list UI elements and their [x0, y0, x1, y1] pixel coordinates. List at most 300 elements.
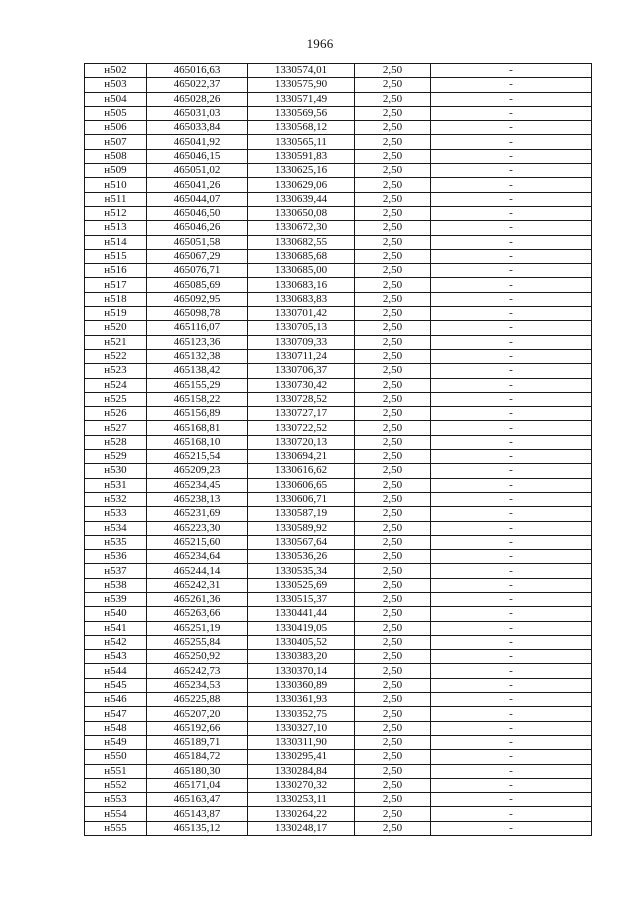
note-cell: -: [431, 550, 592, 564]
x-coordinate-cell: 465135,12: [147, 821, 248, 835]
x-coordinate-cell: 465163,47: [147, 793, 248, 807]
y-coordinate-cell: 1330264,22: [248, 807, 355, 821]
x-coordinate-cell: 465098,78: [147, 307, 248, 321]
note-cell: -: [431, 535, 592, 549]
note-cell: -: [431, 407, 592, 421]
note-cell: -: [431, 221, 592, 235]
table-row: [85, 464, 592, 478]
y-coordinate-cell: 1330683,16: [248, 278, 355, 292]
y-coordinate-cell: 1330441,44: [248, 607, 355, 621]
table-row: [85, 807, 592, 821]
x-coordinate-cell: 465215,60: [147, 535, 248, 549]
x-coordinate-cell: 465156,89: [147, 407, 248, 421]
y-coordinate-cell: 1330360,89: [248, 678, 355, 692]
table-row: [85, 78, 592, 92]
precision-cell: 2,50: [355, 635, 431, 649]
x-coordinate-cell: 465051,02: [147, 164, 248, 178]
precision-cell: 2,50: [355, 535, 431, 549]
x-coordinate-cell: 465184,72: [147, 750, 248, 764]
note-cell: -: [431, 106, 592, 120]
table-row: [85, 578, 592, 592]
note-cell: -: [431, 492, 592, 506]
x-coordinate-cell: 465223,30: [147, 521, 248, 535]
y-coordinate-cell: 1330589,92: [248, 521, 355, 535]
table-row: [85, 435, 592, 449]
x-coordinate-cell: 465158,22: [147, 392, 248, 406]
note-cell: -: [431, 249, 592, 263]
x-coordinate-cell: 465046,50: [147, 206, 248, 220]
note-cell: -: [431, 678, 592, 692]
y-coordinate-cell: 1330515,37: [248, 592, 355, 606]
y-coordinate-cell: 1330568,12: [248, 121, 355, 135]
y-coordinate-cell: 1330682,55: [248, 235, 355, 249]
precision-cell: 2,50: [355, 678, 431, 692]
note-cell: -: [431, 164, 592, 178]
precision-cell: 2,50: [355, 521, 431, 535]
table-row: [85, 635, 592, 649]
point-id-cell: н516: [85, 264, 147, 278]
x-coordinate-cell: 465238,13: [147, 492, 248, 506]
x-coordinate-cell: 465168,81: [147, 421, 248, 435]
point-id-cell: н538: [85, 578, 147, 592]
y-coordinate-cell: 1330720,13: [248, 435, 355, 449]
table-row: [85, 478, 592, 492]
y-coordinate-cell: 1330383,20: [248, 650, 355, 664]
y-coordinate-cell: 1330574,01: [248, 64, 355, 78]
note-cell: -: [431, 321, 592, 335]
table-row: [85, 307, 592, 321]
point-id-cell: н504: [85, 92, 147, 106]
point-id-cell: н511: [85, 192, 147, 206]
y-coordinate-cell: 1330567,64: [248, 535, 355, 549]
note-cell: -: [431, 607, 592, 621]
table-row: [85, 106, 592, 120]
table-row: [85, 164, 592, 178]
y-coordinate-cell: 1330606,65: [248, 478, 355, 492]
point-id-cell: н519: [85, 307, 147, 321]
note-cell: -: [431, 750, 592, 764]
x-coordinate-cell: 465016,63: [147, 64, 248, 78]
point-id-cell: н509: [85, 164, 147, 178]
x-coordinate-cell: 465215,54: [147, 450, 248, 464]
y-coordinate-cell: 1330625,16: [248, 164, 355, 178]
table-row: [85, 678, 592, 692]
point-id-cell: н552: [85, 778, 147, 792]
y-coordinate-cell: 1330284,84: [248, 764, 355, 778]
precision-cell: 2,50: [355, 364, 431, 378]
precision-cell: 2,50: [355, 92, 431, 106]
y-coordinate-cell: 1330639,44: [248, 192, 355, 206]
precision-cell: 2,50: [355, 807, 431, 821]
table-row: [85, 707, 592, 721]
point-id-cell: н536: [85, 550, 147, 564]
coordinates-table: [84, 63, 592, 836]
point-id-cell: н551: [85, 764, 147, 778]
table-row: [85, 564, 592, 578]
table-row: [85, 264, 592, 278]
point-id-cell: н527: [85, 421, 147, 435]
table-row: [85, 550, 592, 564]
precision-cell: 2,50: [355, 378, 431, 392]
precision-cell: 2,50: [355, 664, 431, 678]
precision-cell: 2,50: [355, 292, 431, 306]
precision-cell: 2,50: [355, 106, 431, 120]
note-cell: -: [431, 521, 592, 535]
table-row: [85, 249, 592, 263]
note-cell: -: [431, 793, 592, 807]
x-coordinate-cell: 465041,92: [147, 135, 248, 149]
x-coordinate-cell: 465085,69: [147, 278, 248, 292]
table-row: [85, 178, 592, 192]
point-id-cell: н522: [85, 349, 147, 363]
point-id-cell: н512: [85, 206, 147, 220]
precision-cell: 2,50: [355, 550, 431, 564]
y-coordinate-cell: 1330706,37: [248, 364, 355, 378]
y-coordinate-cell: 1330711,24: [248, 349, 355, 363]
point-id-cell: н549: [85, 735, 147, 749]
x-coordinate-cell: 465028,26: [147, 92, 248, 106]
table-row: [85, 135, 592, 149]
point-id-cell: н533: [85, 507, 147, 521]
table-row: [85, 693, 592, 707]
precision-cell: 2,50: [355, 707, 431, 721]
x-coordinate-cell: 465046,15: [147, 149, 248, 163]
table-row: [85, 278, 592, 292]
y-coordinate-cell: 1330248,17: [248, 821, 355, 835]
point-id-cell: н523: [85, 364, 147, 378]
point-id-cell: н555: [85, 821, 147, 835]
point-id-cell: н546: [85, 693, 147, 707]
table-row: [85, 206, 592, 220]
note-cell: -: [431, 693, 592, 707]
x-coordinate-cell: 465046,26: [147, 221, 248, 235]
x-coordinate-cell: 465209,23: [147, 464, 248, 478]
point-id-cell: н548: [85, 721, 147, 735]
x-coordinate-cell: 465242,31: [147, 578, 248, 592]
point-id-cell: н505: [85, 106, 147, 120]
note-cell: -: [431, 206, 592, 220]
point-id-cell: н528: [85, 435, 147, 449]
x-coordinate-cell: 465251,19: [147, 621, 248, 635]
point-id-cell: н550: [85, 750, 147, 764]
table-row: [85, 450, 592, 464]
point-id-cell: н544: [85, 664, 147, 678]
x-coordinate-cell: 465250,92: [147, 650, 248, 664]
point-id-cell: н507: [85, 135, 147, 149]
table-row: [85, 335, 592, 349]
precision-cell: 2,50: [355, 821, 431, 835]
y-coordinate-cell: 1330361,93: [248, 693, 355, 707]
note-cell: -: [431, 121, 592, 135]
precision-cell: 2,50: [355, 693, 431, 707]
x-coordinate-cell: 465138,42: [147, 364, 248, 378]
note-cell: -: [431, 721, 592, 735]
table-row: [85, 735, 592, 749]
point-id-cell: н530: [85, 464, 147, 478]
table-row: [85, 149, 592, 163]
y-coordinate-cell: 1330672,30: [248, 221, 355, 235]
y-coordinate-cell: 1330606,71: [248, 492, 355, 506]
x-coordinate-cell: 465234,45: [147, 478, 248, 492]
y-coordinate-cell: 1330270,32: [248, 778, 355, 792]
note-cell: -: [431, 307, 592, 321]
y-coordinate-cell: 1330571,49: [248, 92, 355, 106]
point-id-cell: н547: [85, 707, 147, 721]
table-row: [85, 607, 592, 621]
x-coordinate-cell: 465031,03: [147, 106, 248, 120]
precision-cell: 2,50: [355, 206, 431, 220]
point-id-cell: н503: [85, 78, 147, 92]
precision-cell: 2,50: [355, 392, 431, 406]
y-coordinate-cell: 1330253,11: [248, 793, 355, 807]
precision-cell: 2,50: [355, 278, 431, 292]
x-coordinate-cell: 465225,88: [147, 693, 248, 707]
precision-cell: 2,50: [355, 178, 431, 192]
y-coordinate-cell: 1330327,10: [248, 721, 355, 735]
point-id-cell: н545: [85, 678, 147, 692]
note-cell: -: [431, 735, 592, 749]
point-id-cell: н506: [85, 121, 147, 135]
table-row: [85, 121, 592, 135]
x-coordinate-cell: 465261,36: [147, 592, 248, 606]
precision-cell: 2,50: [355, 592, 431, 606]
note-cell: -: [431, 421, 592, 435]
note-cell: -: [431, 292, 592, 306]
precision-cell: 2,50: [355, 721, 431, 735]
precision-cell: 2,50: [355, 507, 431, 521]
y-coordinate-cell: 1330685,68: [248, 249, 355, 263]
y-coordinate-cell: 1330569,56: [248, 106, 355, 120]
point-id-cell: н518: [85, 292, 147, 306]
note-cell: -: [431, 392, 592, 406]
precision-cell: 2,50: [355, 249, 431, 263]
coordinates-table-body: [85, 64, 592, 836]
y-coordinate-cell: 1330525,69: [248, 578, 355, 592]
note-cell: -: [431, 778, 592, 792]
table-row: [85, 321, 592, 335]
precision-cell: 2,50: [355, 321, 431, 335]
note-cell: -: [431, 64, 592, 78]
y-coordinate-cell: 1330591,83: [248, 149, 355, 163]
point-id-cell: н524: [85, 378, 147, 392]
precision-cell: 2,50: [355, 78, 431, 92]
table-row: [85, 349, 592, 363]
point-id-cell: н540: [85, 607, 147, 621]
point-id-cell: н531: [85, 478, 147, 492]
precision-cell: 2,50: [355, 578, 431, 592]
y-coordinate-cell: 1330728,52: [248, 392, 355, 406]
note-cell: -: [431, 764, 592, 778]
point-id-cell: н514: [85, 235, 147, 249]
precision-cell: 2,50: [355, 450, 431, 464]
note-cell: -: [431, 564, 592, 578]
precision-cell: 2,50: [355, 221, 431, 235]
y-coordinate-cell: 1330683,83: [248, 292, 355, 306]
precision-cell: 2,50: [355, 478, 431, 492]
precision-cell: 2,50: [355, 764, 431, 778]
x-coordinate-cell: 465044,07: [147, 192, 248, 206]
x-coordinate-cell: 465244,14: [147, 564, 248, 578]
x-coordinate-cell: 465155,29: [147, 378, 248, 392]
y-coordinate-cell: 1330730,42: [248, 378, 355, 392]
table-row: [85, 492, 592, 506]
note-cell: -: [431, 507, 592, 521]
table-row: [85, 750, 592, 764]
precision-cell: 2,50: [355, 735, 431, 749]
y-coordinate-cell: 1330694,21: [248, 450, 355, 464]
point-id-cell: н502: [85, 64, 147, 78]
note-cell: -: [431, 450, 592, 464]
note-cell: -: [431, 635, 592, 649]
precision-cell: 2,50: [355, 121, 431, 135]
point-id-cell: н520: [85, 321, 147, 335]
precision-cell: 2,50: [355, 778, 431, 792]
note-cell: -: [431, 192, 592, 206]
x-coordinate-cell: 465092,95: [147, 292, 248, 306]
y-coordinate-cell: 1330352,75: [248, 707, 355, 721]
table-row: [85, 650, 592, 664]
note-cell: -: [431, 478, 592, 492]
x-coordinate-cell: 465234,64: [147, 550, 248, 564]
point-id-cell: н510: [85, 178, 147, 192]
table-row: [85, 592, 592, 606]
table-row: [85, 392, 592, 406]
x-coordinate-cell: 465067,29: [147, 249, 248, 263]
y-coordinate-cell: 1330295,41: [248, 750, 355, 764]
note-cell: -: [431, 807, 592, 821]
table-row: [85, 407, 592, 421]
table-row: [85, 507, 592, 521]
point-id-cell: н525: [85, 392, 147, 406]
point-id-cell: н517: [85, 278, 147, 292]
table-row: [85, 378, 592, 392]
y-coordinate-cell: 1330616,62: [248, 464, 355, 478]
page-number: 1966: [306, 36, 334, 51]
y-coordinate-cell: 1330311,90: [248, 735, 355, 749]
precision-cell: 2,50: [355, 793, 431, 807]
point-id-cell: н508: [85, 149, 147, 163]
table-row: [85, 221, 592, 235]
precision-cell: 2,50: [355, 335, 431, 349]
precision-cell: 2,50: [355, 564, 431, 578]
x-coordinate-cell: 465041,26: [147, 178, 248, 192]
x-coordinate-cell: 465171,04: [147, 778, 248, 792]
point-id-cell: н515: [85, 249, 147, 263]
note-cell: -: [431, 650, 592, 664]
x-coordinate-cell: 465192,66: [147, 721, 248, 735]
note-cell: -: [431, 435, 592, 449]
y-coordinate-cell: 1330587,19: [248, 507, 355, 521]
y-coordinate-cell: 1330536,26: [248, 550, 355, 564]
precision-cell: 2,50: [355, 349, 431, 363]
table-row: [85, 721, 592, 735]
note-cell: -: [431, 149, 592, 163]
note-cell: -: [431, 578, 592, 592]
x-coordinate-cell: 465022,37: [147, 78, 248, 92]
table-row: [85, 521, 592, 535]
x-coordinate-cell: 465231,69: [147, 507, 248, 521]
x-coordinate-cell: 465132,38: [147, 349, 248, 363]
precision-cell: 2,50: [355, 621, 431, 635]
precision-cell: 2,50: [355, 135, 431, 149]
note-cell: -: [431, 378, 592, 392]
table-row: [85, 778, 592, 792]
point-id-cell: н513: [85, 221, 147, 235]
precision-cell: 2,50: [355, 492, 431, 506]
note-cell: -: [431, 264, 592, 278]
note-cell: -: [431, 235, 592, 249]
y-coordinate-cell: 1330629,06: [248, 178, 355, 192]
y-coordinate-cell: 1330685,00: [248, 264, 355, 278]
point-id-cell: н526: [85, 407, 147, 421]
note-cell: -: [431, 78, 592, 92]
table-row: [85, 92, 592, 106]
precision-cell: 2,50: [355, 149, 431, 163]
note-cell: -: [431, 364, 592, 378]
precision-cell: 2,50: [355, 407, 431, 421]
y-coordinate-cell: 1330705,13: [248, 321, 355, 335]
table-row: [85, 292, 592, 306]
x-coordinate-cell: 465234,53: [147, 678, 248, 692]
y-coordinate-cell: 1330419,05: [248, 621, 355, 635]
precision-cell: 2,50: [355, 264, 431, 278]
table-row: [85, 821, 592, 835]
note-cell: -: [431, 621, 592, 635]
point-id-cell: н535: [85, 535, 147, 549]
precision-cell: 2,50: [355, 435, 431, 449]
point-id-cell: н534: [85, 521, 147, 535]
point-id-cell: н543: [85, 650, 147, 664]
precision-cell: 2,50: [355, 235, 431, 249]
note-cell: -: [431, 821, 592, 835]
x-coordinate-cell: 465168,10: [147, 435, 248, 449]
y-coordinate-cell: 1330565,11: [248, 135, 355, 149]
precision-cell: 2,50: [355, 164, 431, 178]
table-row: [85, 535, 592, 549]
table-row: [85, 421, 592, 435]
table-row: [85, 664, 592, 678]
x-coordinate-cell: 465189,71: [147, 735, 248, 749]
y-coordinate-cell: 1330405,52: [248, 635, 355, 649]
note-cell: -: [431, 92, 592, 106]
note-cell: -: [431, 592, 592, 606]
table-row: [85, 192, 592, 206]
point-id-cell: н542: [85, 635, 147, 649]
y-coordinate-cell: 1330727,17: [248, 407, 355, 421]
y-coordinate-cell: 1330575,90: [248, 78, 355, 92]
note-cell: -: [431, 349, 592, 363]
note-cell: -: [431, 707, 592, 721]
precision-cell: 2,50: [355, 307, 431, 321]
table-row: [85, 764, 592, 778]
y-coordinate-cell: 1330535,34: [248, 564, 355, 578]
table-row: [85, 364, 592, 378]
point-id-cell: н521: [85, 335, 147, 349]
precision-cell: 2,50: [355, 750, 431, 764]
x-coordinate-cell: 465033,84: [147, 121, 248, 135]
precision-cell: 2,50: [355, 650, 431, 664]
precision-cell: 2,50: [355, 421, 431, 435]
point-id-cell: н541: [85, 621, 147, 635]
table-row: [85, 235, 592, 249]
note-cell: -: [431, 178, 592, 192]
note-cell: -: [431, 464, 592, 478]
point-id-cell: н554: [85, 807, 147, 821]
y-coordinate-cell: 1330370,14: [248, 664, 355, 678]
note-cell: -: [431, 135, 592, 149]
x-coordinate-cell: 465255,84: [147, 635, 248, 649]
point-id-cell: н532: [85, 492, 147, 506]
